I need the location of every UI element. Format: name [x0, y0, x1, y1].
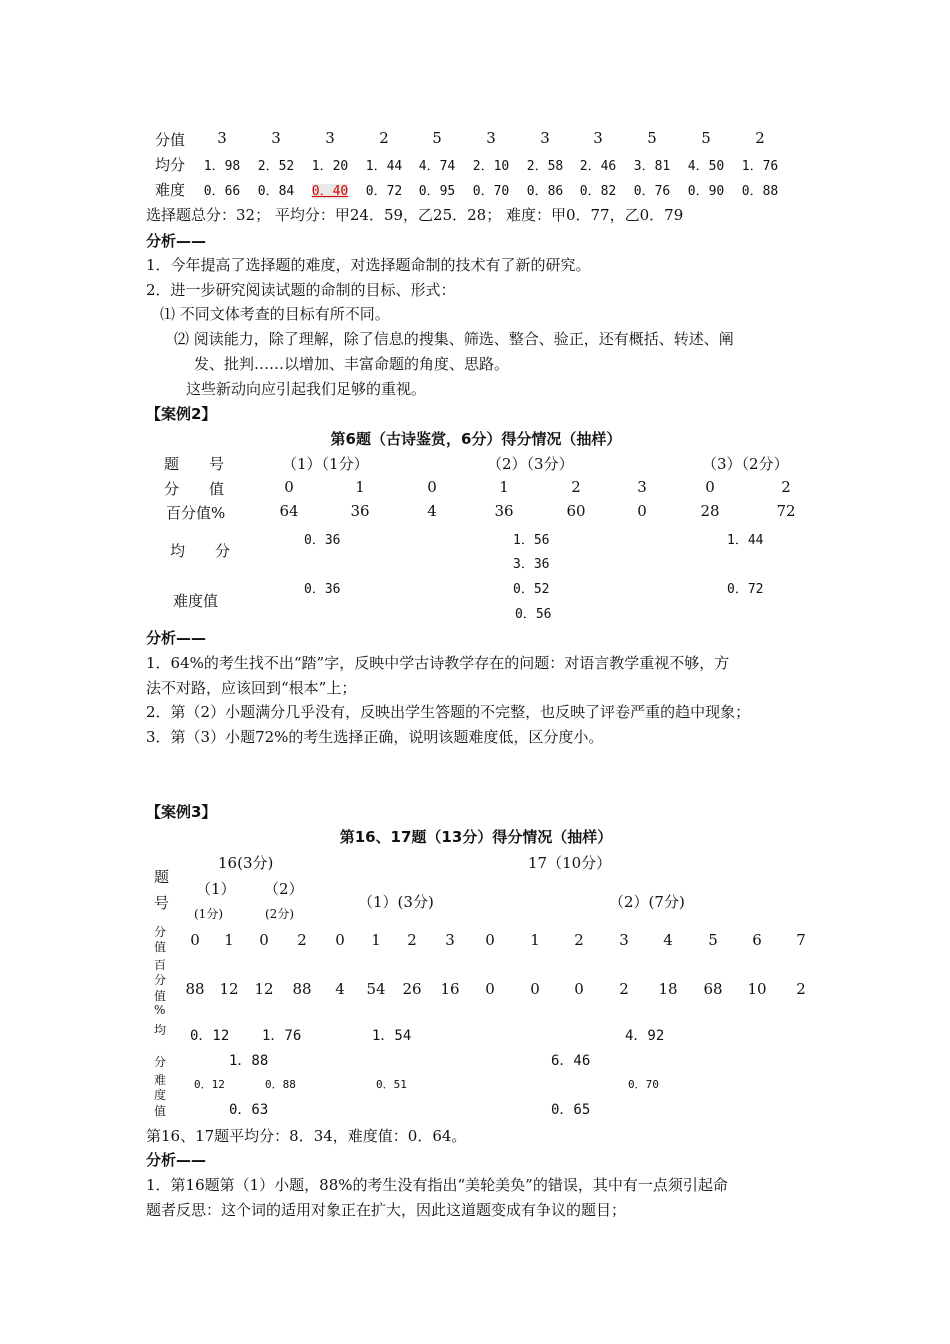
case3-value-cell: 1: [371, 931, 381, 949]
case3-avg-total-16: 1．88: [229, 1053, 269, 1069]
case1-score-cell: 2: [755, 129, 765, 147]
case2-diff-total: 0．56: [515, 607, 552, 622]
case1-average-cell: 1．44: [365, 159, 403, 174]
case3-percent-cell: 54: [366, 980, 386, 998]
case2-percent-cell: 60: [566, 502, 586, 520]
case2-percent-cell: 64: [279, 502, 299, 520]
case1-difficulty-cell: 0．76: [633, 184, 671, 199]
case3-label-baifen-2: 分: [154, 973, 167, 987]
case3-avg-4: 4．92: [625, 1028, 665, 1044]
case1-difficulty-cell: 0．70: [472, 184, 510, 199]
case2-part-1: （1）（1分）: [282, 455, 369, 473]
case3-value-cell: 4: [663, 931, 673, 949]
case1-point-2: 2．进一步研究阅读试题的命制的目标、形式：: [146, 281, 456, 299]
case1-score-cell: 5: [647, 129, 657, 147]
case2-avg-total: 3．36: [513, 557, 550, 572]
case3-diff-1: 0．12: [194, 1078, 225, 1091]
case3-table-title: 第16、17题（13分）得分情况（抽样）: [339, 828, 613, 846]
case2-avg-1: 0．36: [304, 533, 341, 548]
case3-q16-part-1-score: (1分): [194, 907, 223, 921]
case3-value-cell: 6: [752, 931, 762, 949]
case1-score-cell: 3: [486, 129, 496, 147]
case2-value-cell: 0: [284, 478, 294, 496]
case3-percent-cell: 88: [292, 980, 312, 998]
case3-q16-part-2: （2）: [264, 880, 304, 898]
case1-analysis-title: 分析——: [146, 232, 207, 250]
case3-summary: 第16、17题平均分：8．34，难度值：0．64。: [146, 1127, 467, 1145]
case3-value-cell: 0: [335, 931, 345, 949]
case3-diff-4: 0．70: [628, 1078, 659, 1091]
case2-label-junfen: 均 分: [170, 542, 231, 560]
case3-label-baifen-3: 值: [154, 989, 167, 1003]
case1-average-cell: 1．20: [311, 159, 349, 174]
case1-point-6: 这些新动向应引起我们足够的重视。: [186, 380, 427, 398]
case2-value-cell: 2: [781, 478, 791, 496]
case2-percent-cell: 72: [776, 502, 796, 520]
case3-value-cell: 0: [190, 931, 200, 949]
case2-percent-cell: 0: [637, 502, 647, 520]
case1-difficulty-cell: 0．84: [257, 184, 295, 199]
case3-value-cell: 1: [530, 931, 540, 949]
case2-label-nandu: 难度值: [173, 592, 219, 610]
case3-value-cell: 7: [796, 931, 806, 949]
case3-label-nandu-3: 值: [154, 1104, 167, 1118]
case1-average-cell: 1．76: [741, 159, 779, 174]
case3-label-baifen-1: 百: [154, 958, 167, 972]
case1-difficulty-cell: 0．66: [203, 184, 241, 199]
highlighted-value: 0．40: [311, 184, 349, 199]
case3-percent-cell: 2: [619, 980, 629, 998]
case2-point-2: 法不对路，应该回到“根本”上；: [146, 679, 357, 697]
case3-percent-cell: 0: [530, 980, 540, 998]
case1-average-cell: 2．10: [472, 159, 510, 174]
case2-part-2: （2）（3分）: [487, 455, 574, 473]
case3-label-nandu-1: 难: [154, 1073, 167, 1087]
case3-percent-cell: 88: [185, 980, 205, 998]
case3-percent-cell: 16: [440, 980, 460, 998]
case1-point-1: 1．今年提高了选择题的难度，对选择题命制的技术有了新的研究。: [146, 256, 591, 274]
case1-average-cell: 1．98: [203, 159, 241, 174]
case3-point-1: 1．第16题第（1）小题，88%的考生没有指出“美轮美奂”的错误，其中有一点须引起命: [146, 1176, 728, 1194]
case1-average-cell: 2．46: [579, 159, 617, 174]
case1-average-cell: 2．52: [257, 159, 295, 174]
case3-label-tihao-2: 号: [154, 894, 170, 912]
case3-q17-header: 17（10分）: [528, 854, 612, 872]
case1-difficulty-cell: 0．88: [741, 184, 779, 199]
case2-value-cell: 3: [637, 478, 647, 496]
case2-heading: 【案例2】: [146, 405, 217, 423]
case3-q17-part-1: （1）(3分): [358, 893, 434, 911]
case3-q17-part-2: （2）(7分): [609, 893, 685, 911]
case2-diff-1: 0．36: [304, 582, 341, 597]
case3-heading: 【案例3】: [146, 803, 217, 821]
case3-percent-cell: 68: [703, 980, 723, 998]
case3-q16-header: 16(3分): [218, 854, 274, 872]
case3-value-cell: 2: [574, 931, 584, 949]
case3-value-cell: 0: [259, 931, 269, 949]
case1-point-4: ⑵ 阅读能力，除了理解，除了信息的搜集、筛选、整合、验正，还有概括、转述、阐: [174, 330, 734, 348]
case1-average-cell: 2．58: [526, 159, 564, 174]
case3-avg-1: 0．12: [190, 1028, 230, 1044]
case3-label-baifen-4: %: [154, 1003, 166, 1017]
case3-diff-2: 0．88: [265, 1078, 296, 1091]
case3-diff-3: 0．51: [376, 1078, 407, 1091]
case2-diff-3: 0．72: [727, 582, 764, 597]
case1-point-5: 发、批判……以增加、丰富命题的角度、思路。: [194, 355, 510, 373]
row-label-average: 均分: [155, 156, 186, 174]
case3-point-2: 题者反思：这个词的适用对象正在扩大，因此这道题变成有争议的题目；: [146, 1201, 627, 1219]
case3-label-fenzhi-2: 值: [154, 940, 167, 954]
case3-value-cell: 5: [708, 931, 718, 949]
case1-difficulty-cell: 0．72: [365, 184, 403, 199]
case3-percent-cell: 4: [335, 980, 345, 998]
case2-diff-2: 0．52: [513, 582, 550, 597]
case2-label-baifen: 百分值%: [166, 504, 226, 522]
case3-value-cell: 3: [619, 931, 629, 949]
case3-avg-3: 1．54: [372, 1028, 412, 1044]
case1-score-cell: 3: [540, 129, 550, 147]
case2-point-4: 3．第（3）小题72%的考生选择正确，说明该题难度低，区分度小。: [146, 728, 604, 746]
case3-value-cell: 0: [485, 931, 495, 949]
case3-avg-total-17: 6．46: [551, 1053, 591, 1069]
case2-table-title: 第6题（古诗鉴赏，6分）得分情况（抽样）: [330, 430, 622, 448]
case1-score-cell: 5: [701, 129, 711, 147]
case3-label-fenzhi-1: 分: [154, 925, 167, 939]
case3-percent-cell: 0: [485, 980, 495, 998]
case3-q16-part-2-score: (2分): [265, 907, 294, 921]
case3-label-nandu-2: 度: [154, 1088, 167, 1102]
case1-difficulty-cell: 0．82: [579, 184, 617, 199]
case2-percent-cell: 28: [700, 502, 720, 520]
case3-value-cell: 3: [445, 931, 455, 949]
case3-avg-2: 1．76: [262, 1028, 302, 1044]
case1-score-cell: 3: [217, 129, 227, 147]
case2-point-1: 1．64%的考生找不出“踏”字，反映中学古诗教学存在的问题：对语言教学重视不够，方: [146, 654, 730, 672]
case2-percent-cell: 4: [427, 502, 437, 520]
case3-value-cell: 2: [407, 931, 417, 949]
case1-score-cell: 5: [432, 129, 442, 147]
row-label-score: 分值: [155, 131, 186, 149]
case3-percent-cell: 10: [747, 980, 767, 998]
case3-percent-cell: 26: [402, 980, 422, 998]
case3-percent-cell: 12: [254, 980, 274, 998]
case3-label-junfen-2: 分: [154, 1055, 167, 1069]
case1-difficulty-cell: 0．95: [418, 184, 456, 199]
case3-diff-total-16: 0．63: [229, 1102, 269, 1118]
case2-value-cell: 2: [571, 478, 581, 496]
case3-value-cell: 2: [297, 931, 307, 949]
case3-percent-cell: 12: [219, 980, 239, 998]
case3-label-tihao-1: 题: [154, 868, 170, 886]
case2-label-fenzhi: 分 值: [164, 480, 225, 498]
case3-q16-part-1: （1）: [196, 880, 236, 898]
case2-value-cell: 1: [499, 478, 509, 496]
case2-point-3: 2．第（2）小题满分几乎没有，反映出学生答题的不完整，也反映了评卷严重的趋中现象；: [146, 703, 751, 721]
case3-label-junfen-1: 均: [154, 1023, 167, 1037]
case1-average-cell: 4．74: [418, 159, 456, 174]
case1-average-cell: 3．81: [633, 159, 671, 174]
case3-percent-cell: 2: [796, 980, 806, 998]
case1-score-cell: 2: [379, 129, 389, 147]
case1-difficulty-cell: 0．86: [526, 184, 564, 199]
case2-part-3: （3）（2分）: [702, 455, 789, 473]
case1-difficulty-cell: [300, 180, 360, 199]
case2-value-cell: 0: [427, 478, 437, 496]
case1-point-3: ⑴ 不同文体考查的目标有所不同。: [160, 305, 390, 323]
case1-score-cell: 3: [271, 129, 281, 147]
case2-avg-3: 1．44: [727, 533, 764, 548]
case2-value-cell: 1: [355, 478, 365, 496]
row-label-difficulty: 难度: [155, 181, 186, 199]
case3-percent-cell: 0: [574, 980, 584, 998]
case3-analysis-title: 分析——: [146, 1151, 207, 1169]
case2-percent-cell: 36: [350, 502, 370, 520]
case2-value-cell: 0: [705, 478, 715, 496]
case1-summary: 选择题总分：32； 平均分：甲24．59，乙25．28； 难度：甲0．77，乙0．79: [146, 206, 684, 224]
case2-analysis-title: 分析——: [146, 629, 207, 647]
case3-percent-cell: 18: [658, 980, 678, 998]
case1-difficulty-cell: 0．90: [687, 184, 725, 199]
case3-diff-total-17: 0．65: [551, 1102, 591, 1118]
case2-avg-2: 1．56: [513, 533, 550, 548]
case1-average-cell: 4．50: [687, 159, 725, 174]
case2-label-tihao: 题 号: [164, 455, 225, 473]
case1-score-cell: 3: [325, 129, 335, 147]
case2-percent-cell: 36: [494, 502, 514, 520]
case3-value-cell: 1: [224, 931, 234, 949]
case1-score-cell: 3: [593, 129, 603, 147]
